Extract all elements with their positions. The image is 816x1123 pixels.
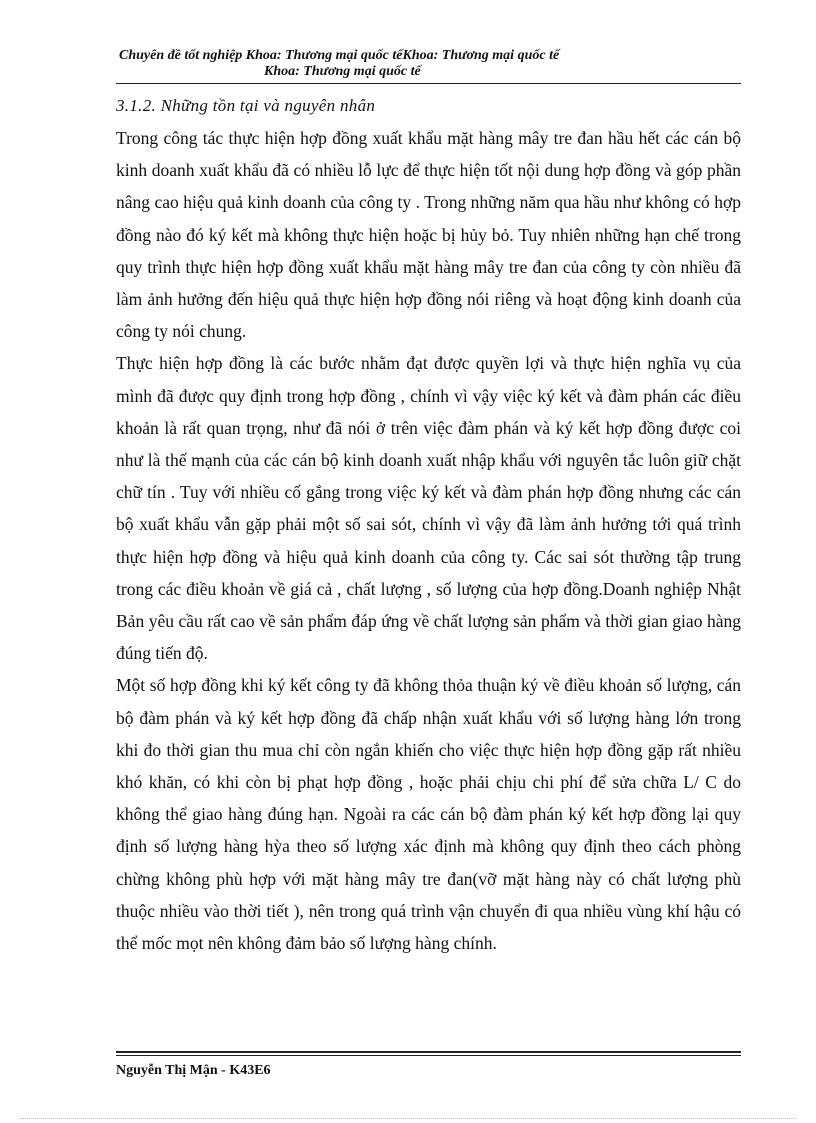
footer-divider-thin — [116, 1055, 741, 1056]
page-footer — [116, 1051, 741, 1079]
header-subtitle: Khoa: Thương mại quốc tế — [264, 64, 421, 79]
header-divider — [116, 83, 741, 84]
footer-author: Nguyễn Thị Mận - K43E6 — [116, 1063, 271, 1078]
page-bottom-border — [20, 1118, 796, 1119]
header-title: Chuyên đề tốt nghiệp Khoa: Thương mại quốc tếKhoa: Thương mại quốc tế — [119, 48, 560, 63]
paragraph-3: Một số hợp đồng khi ký kết công ty đã không thỏa thuận ký về điều khoản số lượng, cán bộ đàm phán và ký kết hợp đồng đã chấp nhận xuất khẩu với số lượng hàng lớn trong khi đo thời gian thu mua chỉ còn ngắn khiến cho việc thực hiện hợp đồng gặp rất nhiều khó khăn, có khi còn bị phạt hợp đồng , hoặc phải chịu chi phí để sửa chữa L/ C do không thể giao hàng đúng hạn. Ngoài ra các cán bộ đàm phán ký kết hợp đồng lại quy định số lượng hàng hỳa theo số lượng xác định mà không quy định theo cách phòng chừng không phù hợp với mặt hàng mây tre đan(vỡ mặt hàng này có chất lượng phù thuộc nhiều vào thời tiết ), nên trong quá trình vận chuyển đi qua nhiều vùng khí hậu có thể mốc mọt nên không đảm bảo số lượng hàng chính. — [116, 675, 741, 954]
page-header — [116, 48, 741, 84]
paragraph-1: Trong công tác thực hiện hợp đồng xuất khẩu mặt hàng mây tre đan hầu hết các cán bộ kinh doanh xuất khẩu đã có nhiều lỗ lực để thực hiện tốt nội dung hợp đồng và góp phần nâng cao hiệu quả kinh doanh của công ty . Trong những năm qua hầu như không có hợp đồng nào đó ký kết mà không thực hiện hoặc bị hủy bỏ. Tuy nhiên những hạn chế trong quy trình thực hiện hợp đồng xuất khẩu mặt hàng mây tre đan của công ty còn nhiều đã làm ảnh hưởng đến hiệu quả thực hiện hợp đồng nói riêng và hoạt động kinh doanh của công ty nói chung. — [116, 128, 741, 342]
section-heading: 3.1.2. Những tồn tại và nguyên nhân — [116, 96, 376, 115]
footer-divider-thick — [116, 1051, 741, 1053]
document-body — [116, 92, 741, 959]
paragraph-2: Thực hiện hợp đồng là các bước nhằm đạt được quyền lợi và thực hiện nghĩa vụ của mình đã được quy định trong hợp đồng , chính vì vậy việc ký kết và đàm phán các điều khoản là rất quan trọng, như đã nói ở trên việc đàm phán và ký kết hợp đồng được coi như là thế mạnh của các cán bộ kinh doanh xuất nhập khẩu với nguyên tắc luôn giữ chặt chữ tín . Tuy với nhiều cố gắng trong việc ký kết và đàm phán hợp đồng nhưng các cán bộ xuất khẩu vẫn gặp phải một số sai sót, chính vì vậy đã làm ảnh hưởng tới quá trình thực hiện hợp đồng và hiệu quả kinh doanh của công ty. Các sai sót thường tập trung trong các điều khoản về giá cả , chất lượng , số lượng của hợp đồng.Doanh nghiệp Nhật Bản yêu cầu rất cao về sản phẩm đáp ứng về chất lượng sản phẩm và thời gian giao hàng đúng tiến độ. — [116, 353, 741, 664]
